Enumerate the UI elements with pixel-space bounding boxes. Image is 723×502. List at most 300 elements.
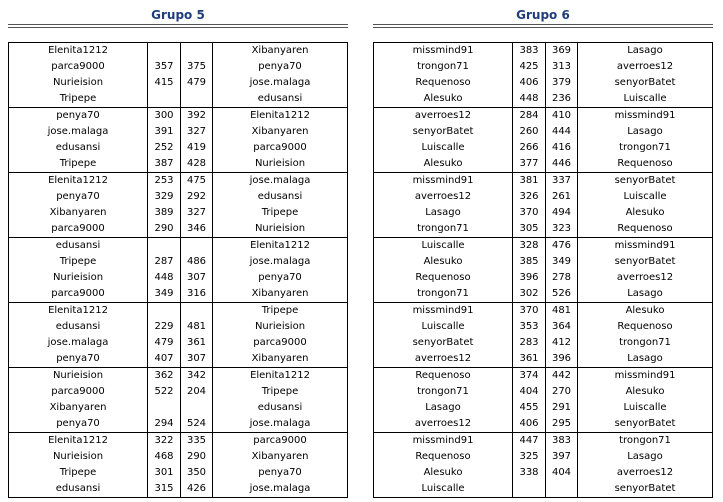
table-row [374, 43, 712, 59]
table-row [9, 270, 347, 286]
table-row [9, 189, 347, 205]
table-row [374, 156, 712, 172]
home-player: Alesuko [423, 467, 463, 478]
table-row [374, 449, 712, 465]
home-score: 385 [512, 254, 545, 270]
home-score: 287 [147, 254, 180, 270]
away-player: Alesuko [625, 207, 665, 218]
home-score: 383 [512, 43, 545, 59]
home-score: 252 [147, 140, 180, 156]
home-score: 284 [512, 108, 545, 124]
away-score: 426 [180, 481, 213, 497]
away-player: penya70 [258, 467, 302, 478]
away-score [180, 400, 213, 416]
away-score: 204 [180, 384, 213, 400]
away-player: Nurieision [254, 321, 306, 332]
home-score: 370 [512, 303, 545, 319]
away-player: Xibanyaren [251, 288, 309, 299]
away-score: 278 [545, 270, 578, 286]
home-player: edusansi [55, 321, 101, 332]
home-score: 448 [147, 270, 180, 286]
table-row [374, 189, 712, 205]
home-player: edusansi [55, 483, 101, 494]
home-player: averroes12 [414, 353, 472, 364]
table-row [9, 368, 347, 384]
away-player: parca9000 [253, 435, 307, 446]
home-player: Elenita1212 [48, 305, 108, 316]
table-row [9, 400, 347, 416]
away-score: 486 [180, 254, 213, 270]
away-score [180, 303, 213, 319]
home-player: penya70 [56, 418, 100, 429]
away-player: Tripepe [261, 305, 299, 316]
home-score: 455 [512, 400, 545, 416]
home-score: 522 [147, 384, 180, 400]
away-player: missmind91 [614, 240, 676, 251]
round-block [374, 367, 712, 432]
table-row [9, 449, 347, 465]
home-score: 349 [147, 286, 180, 302]
home-player: parca9000 [51, 61, 105, 72]
home-player: Tripepe [59, 158, 97, 169]
away-score: 392 [180, 108, 213, 124]
table-row [374, 108, 712, 124]
table-row [374, 270, 712, 286]
away-player: jose.malaga [249, 483, 311, 494]
away-player: senyorBatet [614, 175, 676, 186]
home-player: penya70 [56, 353, 100, 364]
home-player: jose.malaga [47, 337, 109, 348]
table-row [374, 481, 712, 497]
home-player: Requenoso [415, 370, 471, 381]
home-score: 353 [512, 319, 545, 335]
home-player: senyorBatet [412, 337, 474, 348]
round-block [9, 43, 347, 107]
away-player: penya70 [258, 272, 302, 283]
away-score: 236 [545, 91, 578, 107]
home-player: missmind91 [412, 435, 474, 446]
away-score: 444 [545, 124, 578, 140]
home-score: 374 [512, 368, 545, 384]
away-player: trongon71 [619, 142, 671, 153]
results-table [373, 42, 713, 498]
home-player: parca9000 [51, 223, 105, 234]
table-row [374, 286, 712, 302]
away-score: 476 [545, 238, 578, 254]
away-score: 526 [545, 286, 578, 302]
table-row [374, 351, 712, 367]
table-row [374, 173, 712, 189]
round-block [9, 367, 347, 432]
home-score: 370 [512, 205, 545, 221]
round-block [374, 302, 712, 367]
away-score [180, 238, 213, 254]
divider [8, 24, 348, 25]
away-score: 327 [180, 124, 213, 140]
home-score: 381 [512, 173, 545, 189]
home-player: missmind91 [412, 305, 474, 316]
group-title: Grupo 6 [516, 8, 570, 22]
away-player: Tripepe [261, 386, 299, 397]
home-score: 387 [147, 156, 180, 172]
away-score [180, 43, 213, 59]
away-player: Lasago [627, 451, 663, 462]
home-player: senyorBatet [412, 126, 474, 137]
away-player: trongon71 [619, 435, 671, 446]
home-score: 361 [512, 351, 545, 367]
table-row [374, 91, 712, 107]
home-player: trongon71 [417, 288, 469, 299]
away-score: 323 [545, 221, 578, 237]
table-row [9, 351, 347, 367]
table-row [374, 335, 712, 351]
home-player: Xibanyaren [49, 402, 107, 413]
away-score: 524 [180, 416, 213, 432]
round-block [9, 172, 347, 237]
home-player: Luiscalle [421, 240, 465, 251]
away-player: missmind91 [614, 370, 676, 381]
table-row [9, 108, 347, 124]
home-score: 448 [512, 91, 545, 107]
away-score: 364 [545, 319, 578, 335]
home-score [147, 91, 180, 107]
away-player: jose.malaga [249, 418, 311, 429]
away-score: 337 [545, 173, 578, 189]
round-block [374, 43, 712, 107]
away-score: 342 [180, 368, 213, 384]
away-score: 335 [180, 433, 213, 449]
home-player: Elenita1212 [48, 45, 108, 56]
table-row [374, 205, 712, 221]
home-player: Tripepe [59, 467, 97, 478]
home-player: averroes12 [414, 191, 472, 202]
home-score: 406 [512, 416, 545, 432]
home-score: 305 [512, 221, 545, 237]
home-score: 229 [147, 319, 180, 335]
home-score: 302 [512, 286, 545, 302]
table-row [9, 481, 347, 497]
home-score: 322 [147, 433, 180, 449]
away-player: Luiscalle [623, 93, 667, 104]
away-player: Alesuko [625, 386, 665, 397]
table-row [9, 433, 347, 449]
table-row [9, 286, 347, 302]
home-score: 479 [147, 335, 180, 351]
table-row [9, 221, 347, 237]
home-score [147, 400, 180, 416]
results-table [8, 42, 348, 498]
away-player: Xibanyaren [251, 451, 309, 462]
table-row [374, 400, 712, 416]
table-row [9, 205, 347, 221]
home-player: Requenoso [415, 451, 471, 462]
home-score: 391 [147, 124, 180, 140]
home-player: Xibanyaren [49, 207, 107, 218]
away-score: 346 [180, 221, 213, 237]
away-score: 419 [180, 140, 213, 156]
home-score: 468 [147, 449, 180, 465]
away-player: Nurieision [254, 223, 306, 234]
home-player: penya70 [56, 110, 100, 121]
table-row [374, 140, 712, 156]
away-score: 397 [545, 449, 578, 465]
away-player: Xibanyaren [251, 126, 309, 137]
home-player: Tripepe [59, 256, 97, 267]
away-player: averroes12 [616, 61, 674, 72]
away-player: missmind91 [614, 110, 676, 121]
away-player: Elenita1212 [250, 240, 310, 251]
home-score: 326 [512, 189, 545, 205]
table-row [374, 59, 712, 75]
away-score: 442 [545, 368, 578, 384]
home-player: Requenoso [415, 77, 471, 88]
home-score: 315 [147, 481, 180, 497]
away-player: jose.malaga [249, 175, 311, 186]
home-player: trongon71 [417, 61, 469, 72]
away-score: 316 [180, 286, 213, 302]
home-score: 283 [512, 335, 545, 351]
away-score: 379 [545, 75, 578, 91]
table-row [9, 254, 347, 270]
away-player: edusansi [257, 93, 303, 104]
away-player: Requenoso [617, 223, 673, 234]
home-score: 389 [147, 205, 180, 221]
home-score: 377 [512, 156, 545, 172]
home-player: parca9000 [51, 386, 105, 397]
away-score: 361 [180, 335, 213, 351]
table-row [374, 124, 712, 140]
away-player: Luiscalle [623, 191, 667, 202]
away-score: 416 [545, 140, 578, 156]
away-player: parca9000 [253, 142, 307, 153]
home-score: 290 [147, 221, 180, 237]
away-score: 295 [545, 416, 578, 432]
away-score: 412 [545, 335, 578, 351]
away-score: 428 [180, 156, 213, 172]
home-player: Luiscalle [421, 321, 465, 332]
home-score: 260 [512, 124, 545, 140]
table-row [9, 238, 347, 254]
home-score [147, 303, 180, 319]
home-score: 300 [147, 108, 180, 124]
home-score [147, 238, 180, 254]
away-score: 327 [180, 205, 213, 221]
table-row [374, 384, 712, 400]
away-score: 290 [180, 449, 213, 465]
home-score [147, 43, 180, 59]
away-player: senyorBatet [614, 418, 676, 429]
away-player: trongon71 [619, 337, 671, 348]
away-player: jose.malaga [249, 77, 311, 88]
home-score: 329 [147, 189, 180, 205]
away-player: Lasago [627, 353, 663, 364]
home-player: jose.malaga [47, 126, 109, 137]
away-score: 349 [545, 254, 578, 270]
home-score [512, 481, 545, 497]
table-row [9, 303, 347, 319]
away-player: Xibanyaren [251, 353, 309, 364]
home-player: Lasago [425, 402, 461, 413]
away-player: Tripepe [261, 207, 299, 218]
away-player: edusansi [257, 402, 303, 413]
home-score: 325 [512, 449, 545, 465]
table-row [374, 75, 712, 91]
away-score: 446 [545, 156, 578, 172]
round-block [374, 432, 712, 497]
away-player: parca9000 [253, 337, 307, 348]
away-score: 410 [545, 108, 578, 124]
round-block [374, 172, 712, 237]
away-score: 369 [545, 43, 578, 59]
table-row [374, 221, 712, 237]
away-score [180, 91, 213, 107]
away-player: jose.malaga [249, 256, 311, 267]
home-player: Luiscalle [421, 142, 465, 153]
table-row [9, 173, 347, 189]
round-block [374, 237, 712, 302]
table-row [374, 238, 712, 254]
table-row [374, 433, 712, 449]
table-row [9, 416, 347, 432]
home-score: 396 [512, 270, 545, 286]
away-player: Elenita1212 [250, 110, 310, 121]
away-score: 261 [545, 189, 578, 205]
away-player: senyorBatet [614, 483, 676, 494]
round-block [9, 432, 347, 497]
away-score: 494 [545, 205, 578, 221]
table-row [374, 465, 712, 481]
home-player: Lasago [425, 207, 461, 218]
table-row [9, 335, 347, 351]
table-row [9, 59, 347, 75]
away-score: 375 [180, 59, 213, 75]
table-row [9, 91, 347, 107]
table-row [9, 140, 347, 156]
away-score: 383 [545, 433, 578, 449]
home-player: missmind91 [412, 175, 474, 186]
home-score: 328 [512, 238, 545, 254]
away-player: edusansi [257, 191, 303, 202]
table-row [374, 416, 712, 432]
away-score: 307 [180, 351, 213, 367]
away-player: Alesuko [625, 305, 665, 316]
away-player: averroes12 [616, 467, 674, 478]
away-player: Requenoso [617, 321, 673, 332]
away-score: 291 [545, 400, 578, 416]
home-player: Alesuko [423, 158, 463, 169]
away-score: 396 [545, 351, 578, 367]
home-player: Requenoso [415, 272, 471, 283]
away-score: 475 [180, 173, 213, 189]
table-row [9, 43, 347, 59]
table-row [9, 156, 347, 172]
home-player: averroes12 [414, 110, 472, 121]
away-player: Lasago [627, 45, 663, 56]
home-score: 425 [512, 59, 545, 75]
home-player: edusansi [55, 240, 101, 251]
home-player: Alesuko [423, 256, 463, 267]
home-player: Alesuko [423, 93, 463, 104]
home-player: Nurieision [52, 77, 104, 88]
home-score: 338 [512, 465, 545, 481]
home-player: Tripepe [59, 93, 97, 104]
away-player: Lasago [627, 126, 663, 137]
home-player: edusansi [55, 142, 101, 153]
away-score: 481 [180, 319, 213, 335]
away-player: Requenoso [617, 158, 673, 169]
divider [373, 24, 713, 25]
home-score: 357 [147, 59, 180, 75]
away-score: 307 [180, 270, 213, 286]
home-player: Luiscalle [421, 483, 465, 494]
away-player: Lasago [627, 288, 663, 299]
table-row [374, 319, 712, 335]
round-block [374, 107, 712, 172]
home-player: Elenita1212 [48, 175, 108, 186]
away-player: senyorBatet [614, 256, 676, 267]
table-row [9, 124, 347, 140]
home-player: trongon71 [417, 223, 469, 234]
round-block [9, 107, 347, 172]
away-score: 479 [180, 75, 213, 91]
home-player: Nurieision [52, 451, 104, 462]
home-player: Elenita1212 [48, 435, 108, 446]
home-score: 415 [147, 75, 180, 91]
home-player: Nurieision [52, 370, 104, 381]
home-score: 301 [147, 465, 180, 481]
away-player: penya70 [258, 61, 302, 72]
table-row [374, 303, 712, 319]
away-score: 350 [180, 465, 213, 481]
home-player: parca9000 [51, 288, 105, 299]
home-score: 404 [512, 384, 545, 400]
group-title: Grupo 5 [151, 8, 205, 22]
divider [373, 27, 713, 28]
home-score: 406 [512, 75, 545, 91]
away-player: Nurieision [254, 158, 306, 169]
home-score: 447 [512, 433, 545, 449]
away-score: 270 [545, 384, 578, 400]
home-player: trongon71 [417, 386, 469, 397]
home-player: missmind91 [412, 45, 474, 56]
table-row [9, 384, 347, 400]
home-score: 294 [147, 416, 180, 432]
table-row [9, 319, 347, 335]
table-row [9, 75, 347, 91]
table-row [9, 465, 347, 481]
divider [8, 27, 348, 28]
away-player: Luiscalle [623, 402, 667, 413]
round-block [9, 302, 347, 367]
table-row [374, 254, 712, 270]
home-player: Nurieision [52, 272, 104, 283]
away-score: 481 [545, 303, 578, 319]
home-player: penya70 [56, 191, 100, 202]
table-row [374, 368, 712, 384]
away-score: 292 [180, 189, 213, 205]
away-score: 313 [545, 59, 578, 75]
away-player: Elenita1212 [250, 370, 310, 381]
away-player: averroes12 [616, 272, 674, 283]
home-score: 266 [512, 140, 545, 156]
home-player: averroes12 [414, 418, 472, 429]
away-player: Xibanyaren [251, 45, 309, 56]
home-score: 253 [147, 173, 180, 189]
away-player: senyorBatet [614, 77, 676, 88]
round-block [9, 237, 347, 302]
home-score: 407 [147, 351, 180, 367]
away-score [545, 481, 578, 497]
